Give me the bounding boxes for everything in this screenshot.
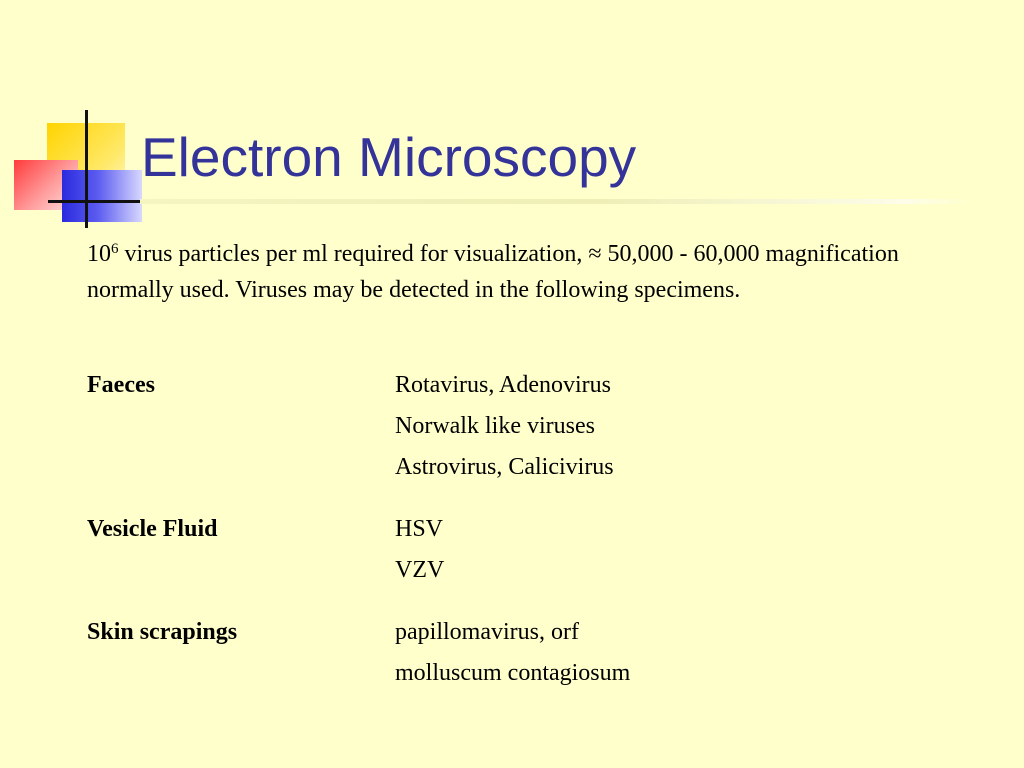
intro-paragraph: [87, 236, 947, 308]
specimen-row-vesicle-fluid: [87, 509, 947, 591]
virus-item: Norwalk like viruses: [395, 413, 595, 439]
specimen-name: Skin scrapings: [87, 619, 238, 645]
virus-list: [395, 612, 630, 694]
approx-symbol-icon: ≈: [588, 241, 602, 267]
virus-item: VZV: [395, 557, 445, 583]
virus-list: [395, 509, 444, 591]
title-underline: [140, 199, 972, 204]
intro-base: 10: [87, 241, 111, 267]
specimen-name: Vesicle Fluid: [87, 516, 218, 542]
logo-vertical-line: [85, 110, 88, 228]
intro-text-after: 50,000 - 60,000 magnification normally used. Viruses may be detected in the following specimens.: [87, 241, 899, 303]
specimen-row-faeces: [87, 365, 947, 488]
virus-item: papillomavirus, orf: [395, 619, 579, 645]
virus-item: molluscum contagiosum: [395, 660, 631, 686]
slide-title: Electron Microscopy: [141, 126, 637, 188]
virus-item: HSV: [395, 516, 444, 542]
virus-item: Astrovirus, Calicivirus: [395, 454, 614, 480]
specimen-row-skin-scrapings: [87, 612, 947, 694]
decorative-squares-logo: [0, 0, 160, 240]
intro-text-before: virus particles per ml required for visualization,: [118, 241, 589, 267]
virus-list: [395, 365, 614, 488]
intro-exponent: 6: [111, 241, 119, 257]
specimen-name: Faeces: [87, 372, 155, 398]
virus-item: Rotavirus, Adenovirus: [395, 372, 611, 398]
specimen-table: [87, 365, 947, 715]
blue-square: [62, 170, 142, 222]
